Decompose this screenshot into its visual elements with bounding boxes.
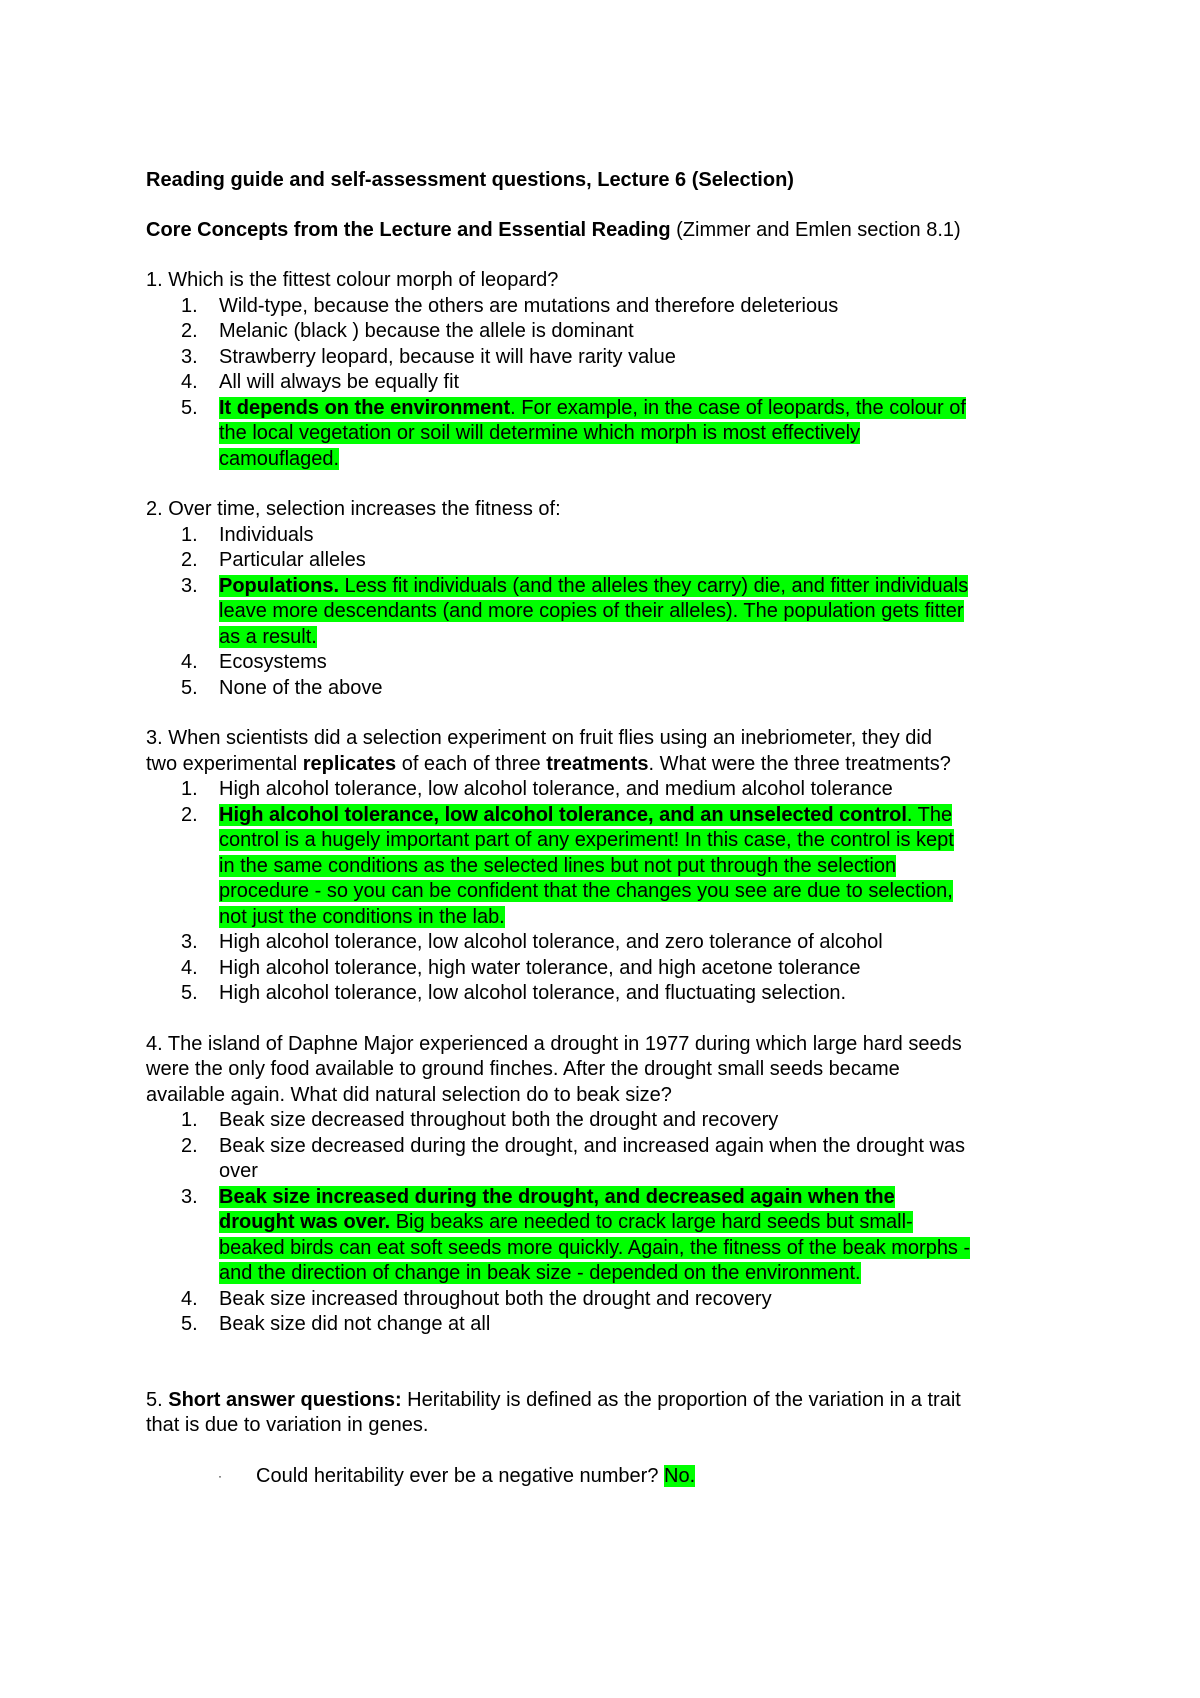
question-3-stem-line-2: two experimental replicates of each of three treatments. What were the three treatments?: [146, 752, 951, 775]
correct-answer: 3. Beak size increased during the drought, and decreased again when the drought was over. Big beaks are needed to crack large hard seeds but small- beaked birds can eat soft seeds more quickly. Again, the fitness of the beak morphs - and the direction of change in beak size - depended on the environment.: [181, 1185, 971, 1284]
short-answer-item: · Could heritability ever be a negative number? No.: [146, 1464, 1066, 1490]
option: 4. Ecosystems: [181, 651, 327, 673]
document-page: [146, 168, 1066, 1489]
correct-answer-bold: High alcohol tolerance, low alcohol tolerance, and an unselected control: [219, 803, 907, 826]
option: 3. High alcohol tolerance, low alcohol tolerance, and zero tolerance of alcohol: [181, 931, 883, 953]
option: 5. Beak size did not change at all: [181, 1313, 491, 1335]
option: 2. Particular alleles: [181, 549, 366, 571]
option: 2. Beak size decreased during the drought, and increased again when the drought was over: [181, 1134, 966, 1182]
question-1: [146, 268, 1066, 472]
document-title: Reading guide and self-assessment questions, Lecture 6 (Selection): [146, 169, 794, 191]
question-4-stem-line-3: available again. What did natural selection do to beak size?: [146, 1083, 672, 1106]
correct-answer-bold: Populations.: [219, 574, 339, 597]
correct-answer-bold: It depends on the environment: [219, 396, 511, 419]
section-heading-bold: Core Concepts from the Lecture and Essential Reading: [146, 218, 671, 241]
short-answer: No.: [664, 1464, 696, 1487]
question-4: [146, 1032, 1066, 1338]
question-2-options: [146, 523, 1066, 702]
correct-answer: 5. It depends on the environment. For example, in the case of leopards, the colour of the local vegetation or soil will determine which morph is most effectively camouflaged.: [181, 396, 966, 470]
question-3: [146, 726, 1066, 1007]
question-4-stem-line-1: 4. The island of Daphne Major experienced a drought in 1977 during which large hard seeds: [146, 1032, 962, 1055]
question-4-stem-line-2: were the only food available to ground finches. After the drought small seeds became: [146, 1058, 900, 1080]
option: 5. None of the above: [181, 676, 383, 699]
correct-answer-bold: Beak size increased during the drought, and decreased again when the: [219, 1185, 895, 1208]
question-2-stem: 2. Over time, selection increases the fitness of:: [146, 498, 561, 520]
question-3-stem-line-1: 3. When scientists did a selection experiment on fruit flies using an inebriometer, they did: [146, 727, 932, 749]
bullet-icon: ·: [218, 1468, 222, 1483]
question-1-options: [146, 294, 1066, 473]
question-5-stem-line-2: that is due to variation in genes.: [146, 1414, 429, 1436]
option: 4. All will always be equally fit: [181, 371, 460, 393]
option: 1. Individuals: [181, 523, 314, 546]
option: 2. Melanic (black ) because the allele is dominant: [181, 320, 634, 342]
correct-answer: 3. Populations. Less fit individuals (and the alleles they carry) die, and fitter individuals leave more descendants (and more copies of their alleles). The population gets fitter as a result.: [181, 574, 969, 648]
question-3-options: [146, 777, 1066, 1007]
option: 1. High alcohol tolerance, low alcohol tolerance, and medium alcohol tolerance: [181, 778, 893, 800]
question-5: [146, 1388, 1066, 1490]
correct-answer: 2. High alcohol tolerance, low alcohol tolerance, and an unselected control. The control is a hugely important part of any experiment! In this case, the control is kept in the same conditions as the selected lines but not put through the selection procedure - so you can be confident that the changes you see are due to selection, not just the conditions in the lab.: [181, 803, 954, 928]
question-4-options: [146, 1108, 1066, 1338]
question-2: [146, 497, 1066, 701]
option: 5. High alcohol tolerance, low alcohol tolerance, and fluctuating selection.: [181, 982, 847, 1004]
option: 1. Wild-type, because the others are mutations and therefore deleterious: [181, 294, 839, 317]
option: 3. Strawberry leopard, because it will have rarity value: [181, 345, 676, 368]
section-heading-reference: (Zimmer and Emlen section 8.1): [670, 218, 961, 241]
section-heading: [146, 218, 1066, 244]
question-5-stem-line-1: 5. Short answer questions: Heritability is defined as the proportion of the variation in a trait: [146, 1388, 961, 1411]
option: 1. Beak size decreased throughout both the drought and recovery: [181, 1109, 779, 1131]
question-1-stem: 1. Which is the fittest colour morph of leopard?: [146, 269, 559, 291]
option: 4. High alcohol tolerance, high water tolerance, and high acetone tolerance: [181, 956, 861, 979]
option: 4. Beak size increased throughout both the drought and recovery: [181, 1287, 772, 1310]
